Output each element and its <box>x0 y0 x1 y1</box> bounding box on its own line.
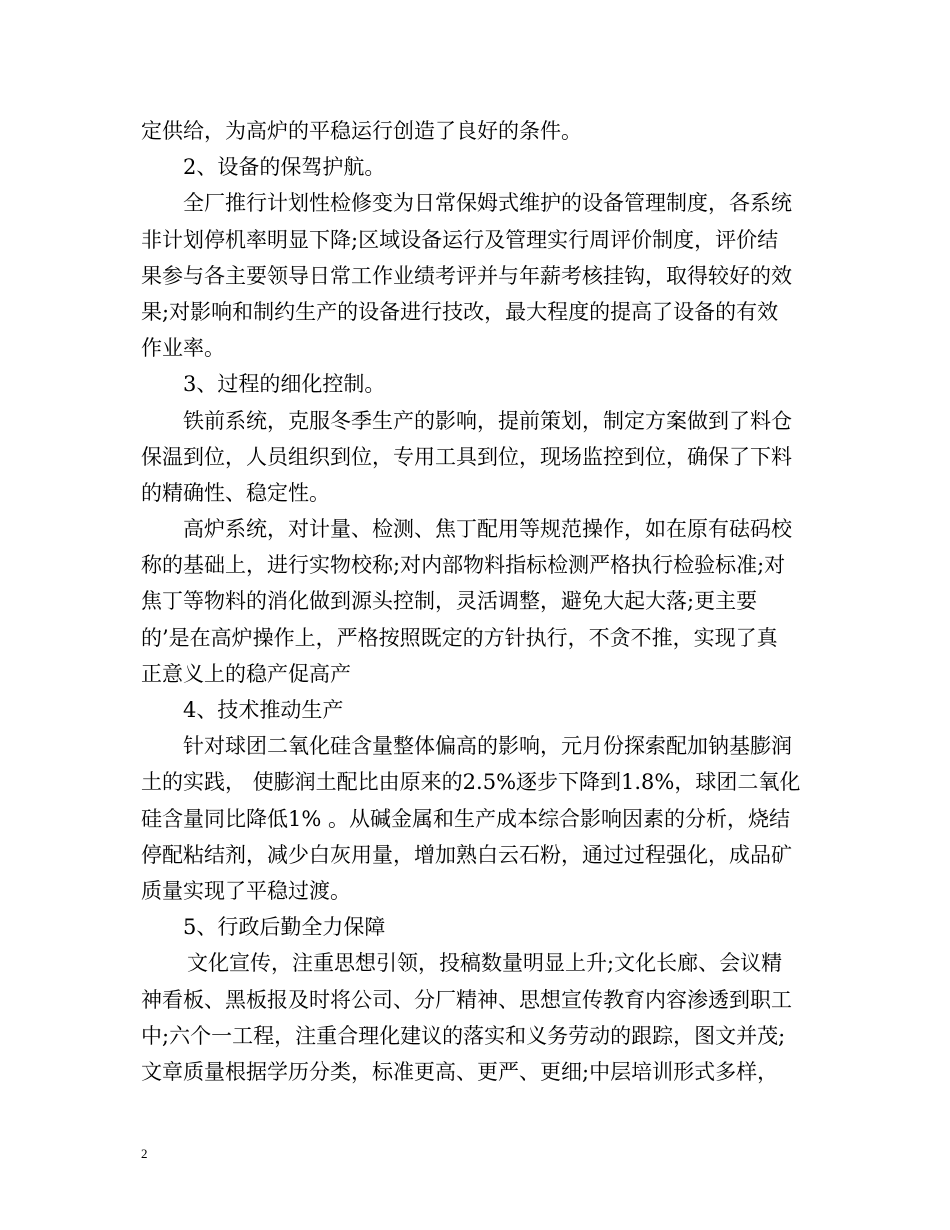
paragraph-line: 质量实现了平稳过渡。 <box>141 878 351 903</box>
paragraph-line: 定供给，为高炉的平稳运行创造了良好的条件。 <box>141 119 582 143</box>
paragraph-line: 的精确性、稳定性。 <box>141 480 330 505</box>
paragraph-line: 非计划停机率明显下降;区域设备运行及管理实行周评价制度，评价结 <box>141 227 779 252</box>
paragraph-line: 焦丁等物料的消化做到源头控制，灵活调整，避免大起大落;更主要 <box>141 589 758 614</box>
paragraph-line: 土的实践， 使膨润土配比由原来的2.5%逐步下降到1.8%，球团二氧化 <box>141 770 801 795</box>
paragraph-line: 文化宣传，注重思想引领，投稿数量明显上升;文化长廊、会议精 <box>187 951 783 976</box>
paragraph-line: 果;对影响和制约生产的设备进行技改，最大程度的提高了设备的有效 <box>141 299 779 324</box>
paragraph-line: 铁前系统，克服冬季生产的影响，提前策划，制定方案做到了料仓 <box>183 408 792 433</box>
section-heading: 5、行政后勤全力保障 <box>183 915 386 940</box>
paragraph-line: 高炉系统，对计量、检测、焦丁配用等规范操作，如在原有砝码校 <box>183 517 792 542</box>
paragraph-line: 称的基础上，进行实物校称;对内部物料指标检测严格执行检验标准;对 <box>141 553 786 578</box>
paragraph-line: 正意义上的稳产促高产 <box>141 661 351 686</box>
paragraph-line: 文章质量根据学历分类，标准更高、更严、更细;中层培训形式多样， <box>141 1059 779 1084</box>
paragraph-line: 作业率。 <box>141 336 225 361</box>
paragraph-line: 停配粘结剂，减少白灰用量，增加熟白云石粉，通过过程强化，成品矿 <box>141 842 792 867</box>
paragraph-line: 硅含量同比降低1% 。从碱金属和生产成本综合影响因素的分析，烧结 <box>141 806 790 831</box>
section-heading: 4、技术推动生产 <box>183 698 344 722</box>
document-body <box>141 113 816 1090</box>
paragraph-line: 神看板、黑板报及时将公司、分厂精神、思想宣传教育内容渗透到职工 <box>141 987 792 1012</box>
paragraph-line: 针对球团二氧化硅含量整体偏高的影响，元月份探索配加钠基膨润 <box>183 734 792 759</box>
paragraph-line: 全厂推行计划性检修变为日常保姆式维护的设备管理制度，各系统 <box>183 191 792 216</box>
section-heading: 2、设备的保驾护航。 <box>183 155 386 180</box>
paragraph-line: 的’是在高炉操作上，严格按照既定的方针执行，不贪不推，实现了真 <box>141 625 778 650</box>
paragraph-line: 果参与各主要领导日常工作业绩考评并与年薪考核挂钩，取得较好的效 <box>141 263 792 288</box>
paragraph-line: 保温到位，人员组织到位，专用工具到位，现场监控到位，确保了下料 <box>141 444 792 469</box>
page-number: 2 <box>141 1146 148 1161</box>
section-heading: 3、过程的细化控制。 <box>183 372 386 397</box>
paragraph-line: 中;六个一工程，注重合理化建议的落实和义务劳动的跟踪，图文并茂; <box>141 1023 786 1048</box>
